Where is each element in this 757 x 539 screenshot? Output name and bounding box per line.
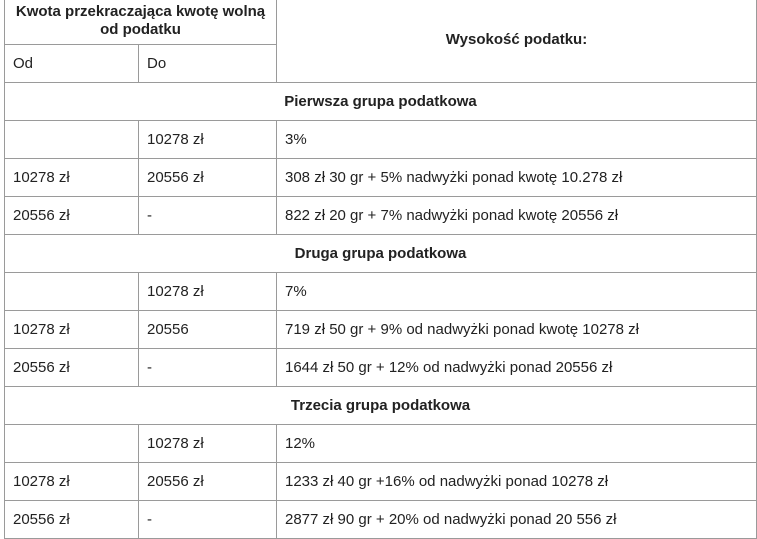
group-title: Trzecia grupa podatkowa [5,387,757,425]
to-cell: 20556 zł [139,463,277,501]
rate-cell: 822 zł 20 gr + 7% nadwyżki ponad kwotę 20556 zł [277,197,757,235]
from-cell: 20556 zł [5,197,139,235]
to-cell: - [139,349,277,387]
income-range-header: Kwota przekraczająca kwotę wolną od podatku [5,0,277,45]
to-cell: 20556 zł [139,159,277,197]
to-cell: 10278 zł [139,121,277,159]
table-row [5,425,757,463]
rate-cell: 1233 zł 40 gr +16% od nadwyżki ponad 10278 zł [277,463,757,501]
to-cell: 10278 zł [139,425,277,463]
from-cell [5,425,139,463]
rate-cell: 12% [277,425,757,463]
to-cell: - [139,197,277,235]
from-cell: 10278 zł [5,159,139,197]
rate-cell: 3% [277,121,757,159]
rate-cell: 308 zł 30 gr + 5% nadwyżki ponad kwotę 10.278 zł [277,159,757,197]
table-row [5,273,757,311]
from-cell: 10278 zł [5,463,139,501]
rate-cell: 719 zł 50 gr + 9% od nadwyżki ponad kwotę 10278 zł [277,311,757,349]
group-title: Pierwsza grupa podatkowa [5,83,757,121]
from-header: Od [5,45,139,83]
group-title-row [5,387,757,425]
table-row [5,463,757,501]
tax-rate-table [4,0,757,539]
rate-cell: 2877 zł 90 gr + 20% od nadwyżki ponad 20 556 zł [277,501,757,539]
from-cell [5,121,139,159]
table-row [5,121,757,159]
from-cell: 20556 zł [5,349,139,387]
group-title-row [5,83,757,121]
to-cell: 10278 zł [139,273,277,311]
table-row [5,349,757,387]
tax-amount-header: Wysokość podatku: [277,0,757,83]
table-row [5,311,757,349]
to-cell: - [139,501,277,539]
group-title: Druga grupa podatkowa [5,235,757,273]
from-cell [5,273,139,311]
rate-cell: 7% [277,273,757,311]
from-cell: 20556 zł [5,501,139,539]
rate-cell: 1644 zł 50 gr + 12% od nadwyżki ponad 20556 zł [277,349,757,387]
to-cell: 20556 [139,311,277,349]
to-header: Do [139,45,277,83]
from-cell: 10278 zł [5,311,139,349]
group-title-row [5,235,757,273]
table-row [5,197,757,235]
table-row [5,159,757,197]
table-row [5,501,757,539]
table-header-row [5,0,757,45]
